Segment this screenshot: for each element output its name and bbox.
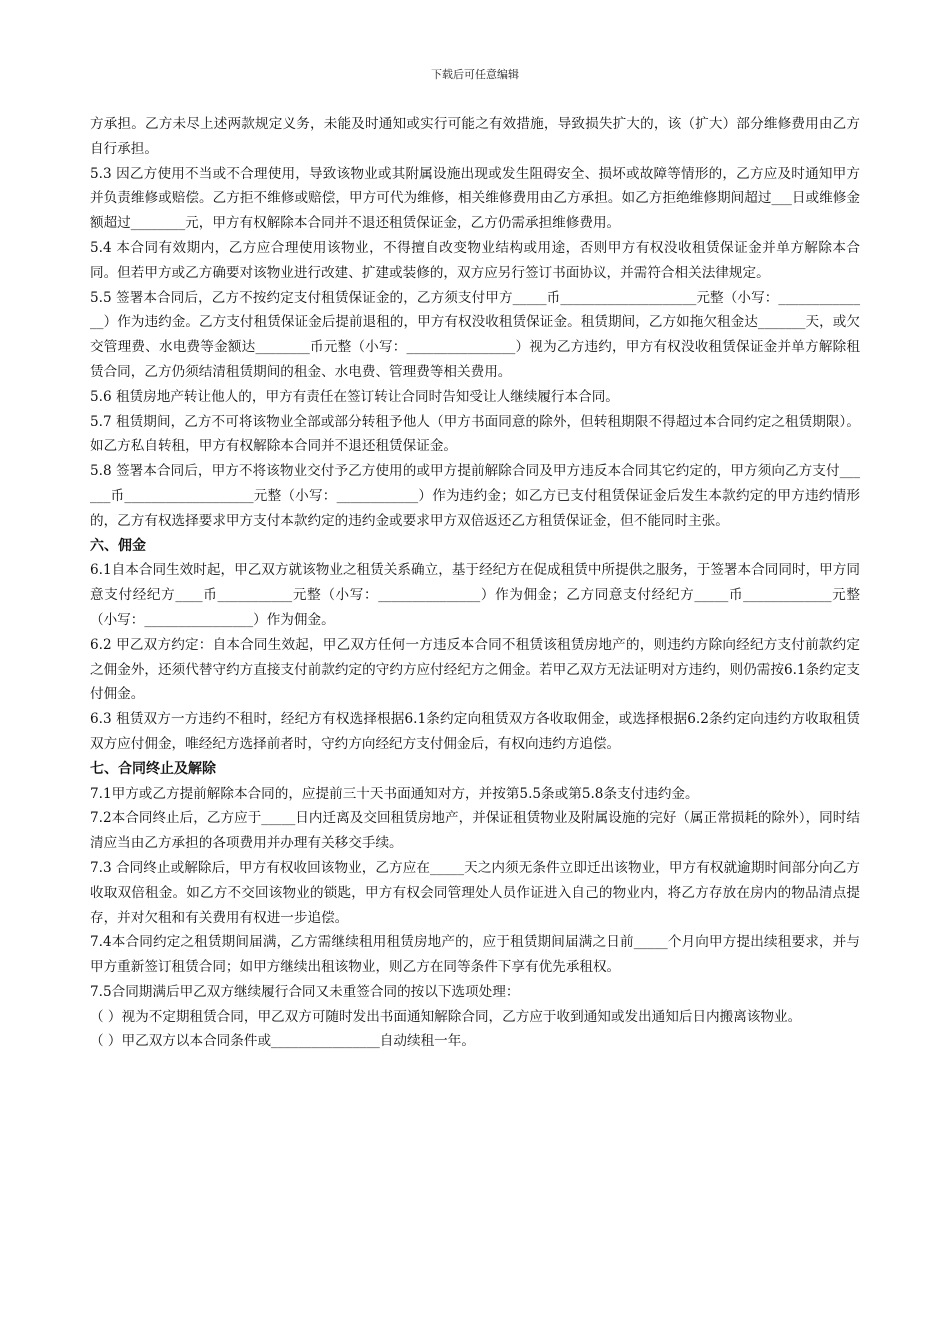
section-heading: 六、佣金 <box>90 537 146 554</box>
clause-paragraph: （ ）视为不定期租赁合同，甲乙双方可随时发出书面通知解除合同，乙方应于收到通知或发出通知后日内搬离该物业。 <box>90 1008 802 1025</box>
clause-paragraph: 5.7 租赁期间，乙方不可将该物业全部或部分转租予他人（甲方书面同意的除外，但转租期限不得超过本合同约定之租赁期限）。如乙方私自转租，甲方有权解除本合同并不退还租赁保证金。 <box>90 413 860 455</box>
clause-paragraph: 5.3 因乙方使用不当或不合理使用，导致该物业或其附属设施出现或发生阻碍安全、损坏或故障等情形的，乙方应及时通知甲方并负责维修或赔偿。乙方拒不维修或赔偿，甲方可代为维修，相关维修费用由乙方承担。如乙方拒绝维修期间超过___日或维修金额超过________元，甲方有权解除本合同并不退还租赁保证金，乙方仍需承担维修费用。 <box>90 165 860 232</box>
clause-paragraph: 方承担。乙方未尽上述两款规定义务，未能及时通知或实行可能之有效措施，导致损失扩大的，该（扩大）部分维修费用由乙方自行承担。 <box>90 116 860 157</box>
page-header: 下载后可任意编辑 <box>431 68 519 81</box>
clause-paragraph: 5.6 租赁房地产转让他人的，甲方有责任在签订转让合同时告知受让人继续履行本合同。 <box>90 388 619 405</box>
contract-body <box>90 112 860 1054</box>
clause-paragraph: 6.3 租赁双方一方违约不租时，经纪方有权选择根据6.1条约定向租赁双方各收取佣金，或选择根据6.2条约定向违约方收取租赁双方应付佣金，唯经纪方选择前者时，守约方向经纪方支付佣金后，有权向违约方追偿。 <box>90 711 860 752</box>
clause-paragraph: 6.2 甲乙双方约定：自本合同生效起，甲乙双方任何一方违反本合同不租赁该租赁房地产的，则违约方除向经纪方支付前款约定之佣金外，还须代替守约方直接支付前款约定的守约方应付经纪方之佣金。若甲乙双方无法证明对方违约，则仍需按6.1条约定支付佣金。 <box>90 636 860 703</box>
clause-paragraph: 5.8 签署本合同后，甲方不将该物业交付予乙方使用的或甲方提前解除合同及甲方违反本合同其它约定的，甲方须向乙方支付______币___________________元整（小写：____________）作为违约金；如乙方已支付租赁保证金后发生本款约定的甲方违约情形的，乙方有权选择要求甲方支付本款约定的违约金或要求甲方双倍返还乙方租赁保证金，但不能同时主张。 <box>90 463 860 529</box>
clause-paragraph: 5.4 本合同有效期内，乙方应合理使用该物业，不得擅自改变物业结构或用途，否则甲方有权没收租赁保证金并单方解除本合同。但若甲方或乙方确要对该物业进行改建、扩建或装修的，双方应另行签订书面协议，并需符合相关法律规定。 <box>90 239 860 281</box>
clause-paragraph: （ ）甲乙双方以本合同条件或________________自动续租一年。 <box>90 1033 475 1050</box>
clause-paragraph: 7.3 合同终止或解除后，甲方有权收回该物业，乙方应在_____天之内须无条件立即迁出该物业，甲方有权就逾期时间部分向乙方收取双倍租金。如乙方不交回该物业的锁匙，甲方有权会同管理处人员作证进入自己的物业内，将乙方存放在房内的物品清点提存，并对欠租和有关费用有权进一步追偿。 <box>90 859 860 926</box>
clause-paragraph: 7.4本合同约定之租赁期间届满，乙方需继续租用租赁房地产的，应于租赁期间届满之日前_____个月向甲方提出续租要求，并与甲方重新签订租赁合同；如甲方继续出租该物业，则乙方在同等条件下享有优先承租权。 <box>90 934 860 976</box>
clause-paragraph: 6.1自本合同生效时起，甲乙双方就该物业之租赁关系确立，基于经纪方在促成租赁中所提供之服务，于签署本合同同时，甲方同意支付经纪方____币___________元整（小写：_______________）作为佣金；乙方同意支付经纪方_____币_____________元整（小写：________________）作为佣金。 <box>90 562 860 628</box>
clause-paragraph: 7.1甲方或乙方提前解除本合同的，应提前三十天书面通知对方，并按第5.5条或第5.8条支付违约金。 <box>90 785 699 802</box>
clause-paragraph: 7.5合同期满后甲乙双方继续履行合同又未重签合同的按以下选项处理： <box>90 983 520 1000</box>
clause-paragraph: 5.5 签署本合同后，乙方不按约定支付租赁保证金的，乙方须支付甲方_____币____________________元整（小写：______________）作为违约金。乙方支付租赁保证金后提前退租的，甲方有权没收租赁保证金。租赁期间，乙方如拖欠租金达_______天，或欠交管理费、水电费等金额达________币元整（小写：________________）视为乙方违约，甲方有权没收租赁保证金并单方解除租赁合同，乙方仍须结清租赁期间的租金、水电费、管理费等相关费用。 <box>90 289 860 380</box>
clause-paragraph: 7.2本合同终止后，乙方应于_____日内迁离及交回租赁房地产，并保证租赁物业及附属设施的完好（属正常损耗的除外），同时结清应当由乙方承担的各项费用并办理有关移交手续。 <box>90 810 860 852</box>
section-heading: 七、合同终止及解除 <box>90 760 216 777</box>
